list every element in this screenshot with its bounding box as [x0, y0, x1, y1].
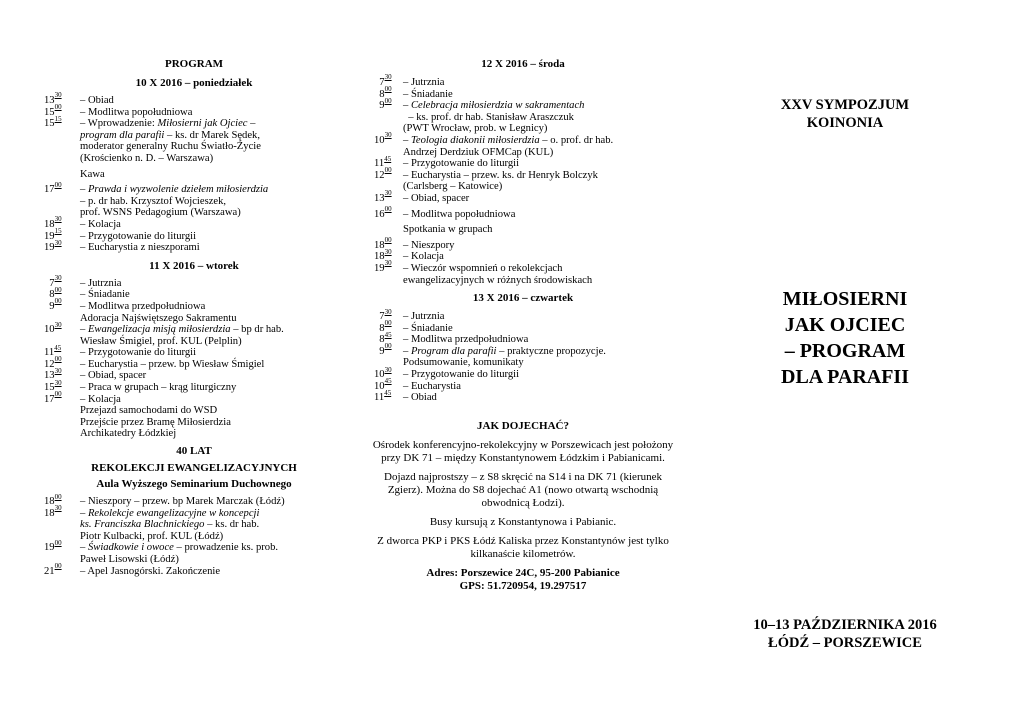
- program-column-middle: [372, 0, 674, 593]
- schedule-item: $18^{30}$ – Kolacja: [44, 215, 121, 230]
- directions-paragraph: Busy kursują z Konstantynowa i Pabianic.: [429, 515, 617, 528]
- schedule-item: $8^{45}$ – Modlitwa przedpołudniowa: [374, 330, 529, 346]
- schedule-item: $11^{45}$ – Obiad: [374, 388, 437, 404]
- schedule-item: $18^{30}$ – Rekolekcje ewangelizacyjne w koncepcji ks. Franciszka Blachnickiego – ks. dr hab. Piotr Kulbacki, prof. KUL (Łódź): [44, 504, 260, 542]
- schedule-item: $8^{00}$ – Śniadanie: [374, 319, 453, 334]
- schedule-item: Kawa: [80, 168, 105, 180]
- schedule-item: $21^{00}$ – Apel Jasnogórski. Zakończenie: [44, 562, 221, 577]
- schedule-item: $11^{45}$ – Przygotowanie do liturgii: [44, 343, 197, 359]
- schedule-item: $13^{30}$ – Obiad, spacer: [374, 189, 470, 204]
- schedule-item: Spotkania w grupach: [403, 224, 493, 236]
- schedule-item: $7^{30}$ – Jutrznia: [374, 73, 445, 88]
- schedule-item: $17^{00}$ – Prawda i wyzwolenie dziełem miłosierdzia – p. dr hab. Krzysztof Wojcieszek, prof. WSNS Pedagogium (Warszawa): [44, 180, 269, 219]
- anniversary-subheading: REKOLEKCJI EWANGELIZACYJNYCH: [91, 462, 297, 475]
- symposium-title: XXV SYMPOZJUM: [780, 97, 910, 113]
- day-header-monday: 10 X 2016 – poniedziałek: [135, 77, 253, 89]
- main-title-line: JAK OJCIEC: [784, 314, 906, 336]
- schedule-item: $18^{30}$ – Kolacja: [374, 247, 444, 263]
- directions-paragraph: Dojazd najprostszy – z S8 skręcić na S14 i na DK 71 (kierunek Zgierz). Można do S8 dojechać A1 (nowo otwartą wschodnią obwodnicą Łodzi).: [384, 470, 662, 509]
- schedule-item: $11^{45}$ – Przygotowanie do liturgii: [374, 154, 520, 170]
- gps-coordinates: GPS: 51.720954, 19.297517: [459, 579, 587, 592]
- schedule-item: $19^{00}$ – Świadkowie i owoce – prowadzenie ks. prob. Paweł Lisowski (Łódź): [44, 538, 279, 565]
- program-title: PROGRAM: [164, 58, 224, 70]
- schedule-item: $10^{30}$ – Ewangelizacja misją miłosierdzia – bp dr hab. Wiesław Śmigiel, prof. KUL (Pelplin): [44, 320, 284, 347]
- directions-paragraph: Ośrodek konferencyjno-rekolekcyjny w Porszewicach jest położony przy DK 71 – między Konstantynowem Łódzkim i Pabianicami.: [372, 438, 674, 464]
- symposium-name: KOINONIA: [806, 115, 884, 131]
- schedule-item: $15^{00}$ – Modlitwa popołudniowa: [44, 103, 193, 118]
- schedule-item: $8^{00}$ – Śniadanie: [374, 85, 453, 100]
- main-title-line: MIŁOSIERNI: [782, 288, 908, 310]
- schedule-item: $19^{30}$ – Wieczór wspomnień o rekolekcjach ewangelizacyjnych w różnych środowiskach: [374, 259, 593, 286]
- event-place: ŁÓDŹ – PORSZEWICE: [768, 635, 922, 651]
- directions-paragraph: Z dworca PKP i PKS Łódź Kaliska przez Konstantynów jest tylko kilkanaście kilometrów.: [377, 534, 669, 560]
- schedule-item: $10^{45}$ – Eucharystia: [374, 377, 461, 392]
- main-title-line: DLA PARAFII: [781, 366, 909, 388]
- schedule-item: $9^{00}$ – Modlitwa przedpołudniowa Adoracja Najświętszego Sakramentu: [44, 297, 237, 324]
- schedule-item: $13^{30}$ – Obiad: [44, 91, 114, 106]
- day-header-thursday: 13 X 2016 – czwartek: [472, 292, 574, 305]
- anniversary-venue: Aula Wyższego Seminarium Duchownego: [96, 478, 292, 491]
- schedule-item: $8^{00}$ – Śniadanie: [44, 285, 130, 301]
- schedule-item: $9^{00}$ – Program dla parafii – praktyczne propozycje. Podsumowanie, komunikaty: [374, 342, 606, 369]
- main-title-line: – PROGRAM: [784, 340, 906, 362]
- schedule-item: $18^{00}$ – Nieszpory: [374, 236, 455, 251]
- cover-column: [700, 0, 990, 652]
- schedule-item: $18^{00}$ – Nieszpory – przew. bp Marek Marczak (Łódź): [44, 492, 285, 508]
- schedule-item: $12^{00}$ – Eucharystia – przew. ks. dr Henryk Bolczyk (Carlsberg – Katowice): [374, 166, 598, 193]
- schedule-item: $19^{15}$ – Przygotowanie do liturgii: [44, 227, 197, 242]
- schedule-item: $15^{30}$ – Praca w grupach – krąg liturgiczny: [44, 378, 237, 394]
- schedule-item: $19^{30}$ – Eucharystia z nieszporami: [44, 238, 200, 254]
- address: Adres: Porszewice 24C, 95-200 Pabianice: [426, 566, 620, 579]
- schedule-item: $15^{15}$ – Wprowadzenie: Miłosierni jak Ojciec – program dla parafii – ks. dr Marek Sędek, moderator generalny Ruchu Światło-Życie (Krościenko n. D. – Warszawa): [44, 114, 261, 164]
- schedule-item: $10^{30}$ – Przygotowanie do liturgii: [374, 365, 520, 381]
- program-column-left: [44, 0, 344, 577]
- schedule-item: $7^{30}$ – Jutrznia: [374, 307, 445, 323]
- schedule-item: $13^{30}$ – Obiad, spacer: [44, 366, 147, 382]
- schedule-item: $12^{00}$ – Eucharystia – przew. bp Wiesław Śmigiel: [44, 355, 265, 370]
- schedule-item: $16^{00}$ – Modlitwa popołudniowa: [374, 205, 516, 220]
- day-header-wednesday: 12 X 2016 – środa: [481, 58, 565, 70]
- schedule-item: $10^{30}$ – Teologia diakonii miłosierdzia – o. prof. dr hab. Andrzej Derdziuk OFMCap (KUL): [374, 131, 614, 158]
- schedule-item: $17^{00}$ – Kolacja Przejazd samochodami do WSD Przejście przez Bramę Miłosierdzia Archikatedry Łódzkiej: [44, 390, 231, 440]
- schedule-item: $9^{00}$ – Celebracja miłosierdzia w sakramentach – ks. prof. dr hab. Stanisław Araszczuk (PWT Wrocław, prob. w Legnicy): [374, 96, 585, 135]
- event-dates: 10–13 PAŹDZIERNIKA 2016: [753, 617, 937, 633]
- directions-title: JAK DOJECHAĆ?: [477, 419, 569, 432]
- schedule-item: $7^{30}$ – Jutrznia: [44, 274, 122, 289]
- anniversary-heading: 40 LAT: [176, 445, 212, 458]
- day-header-tuesday: 11 X 2016 – wtorek: [149, 259, 239, 272]
